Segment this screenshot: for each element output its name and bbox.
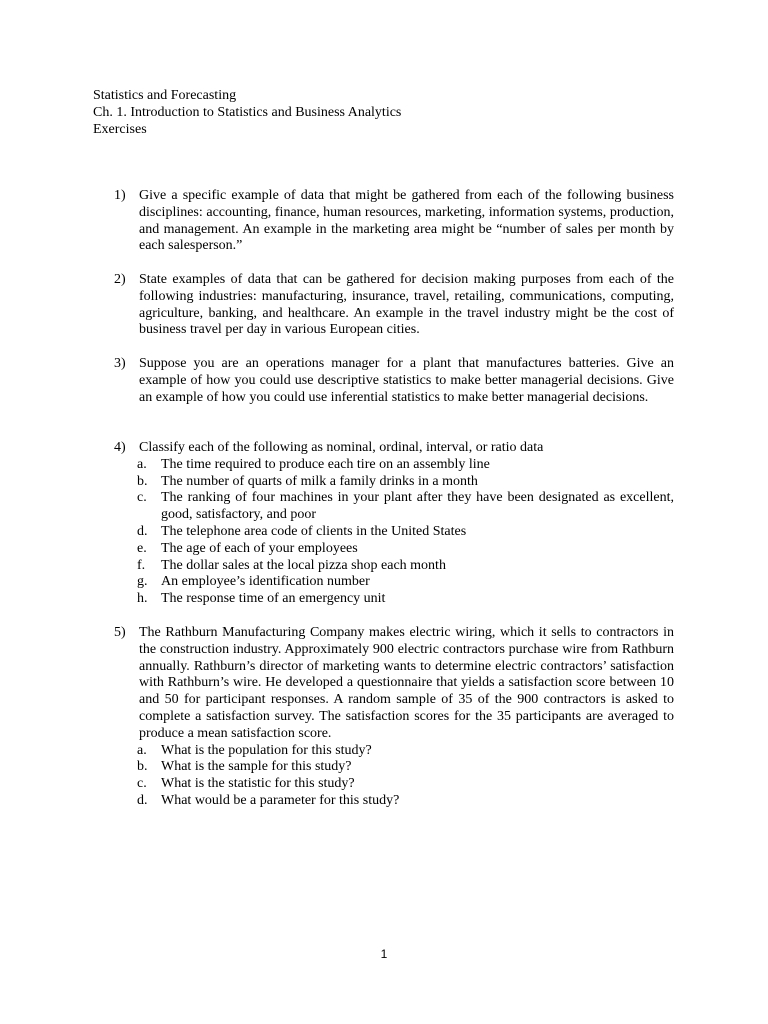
list-item-letter: d.	[137, 523, 148, 539]
question-3	[114, 356, 674, 406]
question-number: 5)	[114, 625, 126, 640]
list-item-text: The ranking of four machines in your plant after they have been designated as excellent, good, satisfactory, and poor	[161, 490, 674, 523]
question-text: Suppose you are an operations manager for a plant that manufactures batteries. Give an example of how you could use descriptive statistics to make better managerial decisions. Give an example of how you could use inferential statistics to make better managerial decisions.	[139, 356, 674, 405]
list-item-letter: d.	[137, 792, 148, 808]
question-text: Give a specific example of data that might be gathered from each of the following business disciplines: accounting, finance, human resources, marketing, information systems, production, and management. An example in the marketing area might be “number of sales per month by each salesperson.”	[139, 188, 674, 254]
list-item	[114, 743, 674, 760]
document-header	[93, 87, 401, 138]
course-title: Statistics and Forecasting	[93, 88, 237, 103]
question-text: State examples of data that can be gathered for decision making purposes from each of the following industries: manufacturing, insurance, travel, retailing, communications, computing, agriculture, banking, and healthcare. An example in the travel industry might be the cost of business travel per day in various European cities.	[139, 272, 674, 338]
list-item-letter: c.	[137, 490, 147, 506]
question-number: 2)	[114, 272, 126, 287]
sub-question-list	[114, 743, 674, 810]
list-item	[114, 474, 674, 491]
question-number: 3)	[114, 356, 126, 371]
list-item-letter: h.	[137, 591, 148, 607]
list-item	[114, 759, 674, 776]
list-item-text: The dollar sales at the local pizza shop each month	[161, 557, 446, 573]
question-text: Classify each of the following as nominal, ordinal, interval, or ratio data	[139, 440, 544, 455]
list-item-text: The age of each of your employees	[161, 540, 358, 556]
list-item	[114, 558, 674, 575]
list-item	[114, 541, 674, 558]
list-item-letter: b.	[137, 759, 148, 775]
list-item-letter: a.	[137, 742, 147, 758]
question-5	[114, 625, 674, 810]
list-item-letter: b.	[137, 473, 148, 489]
list-item-text: The time required to produce each tire on an assembly line	[161, 456, 490, 472]
list-item-text: What would be a parameter for this study?	[161, 792, 400, 808]
list-item-text: What is the statistic for this study?	[161, 776, 355, 792]
question-number: 4)	[114, 440, 126, 455]
list-item-text: The response time of an emergency unit	[161, 591, 386, 607]
question-4	[114, 440, 674, 608]
list-item	[114, 524, 674, 541]
list-item	[114, 574, 674, 591]
page-number: 1	[380, 947, 388, 961]
list-item-text: An employee’s identification number	[161, 574, 370, 590]
list-item	[114, 591, 674, 608]
chapter-title: Ch. 1. Introduction to Statistics and Business Analytics	[93, 105, 402, 120]
list-item	[114, 490, 674, 524]
list-item-letter: g.	[137, 574, 148, 590]
list-item	[114, 776, 674, 793]
list-item-text: The number of quarts of milk a family drinks in a month	[161, 473, 478, 489]
question-2	[114, 272, 674, 339]
list-item-letter: e.	[137, 540, 147, 556]
list-item-letter: a.	[137, 456, 147, 472]
list-item	[114, 793, 674, 810]
question-text: The Rathburn Manufacturing Company makes electric wiring, which it sells to contractors in the construction industry. Approximately 900 electric contractors purchase wire from Rathburn annually. Rathburn’s director of marketing wants to determine electric contractors’ satisfaction with Rathburn’s wire. He developed a questionnaire that yields a satisfaction score between 10 and 50 for participant responses. A random sample of 35 of the 900 contractors is asked to complete a satisfaction survey. The satisfaction scores for the 35 participants are averaged to produce a mean satisfaction score.	[139, 625, 674, 741]
question-1	[114, 188, 674, 255]
question-number: 1)	[114, 188, 126, 203]
section-title: Exercises	[93, 122, 147, 137]
list-item-letter: c.	[137, 776, 147, 792]
list-item-text: The telephone area code of clients in the United States	[161, 523, 467, 539]
list-item-text: What is the sample for this study?	[161, 759, 352, 775]
sub-question-list	[114, 457, 674, 608]
list-item-letter: f.	[137, 557, 146, 573]
list-item	[114, 457, 674, 474]
list-item-text: What is the population for this study?	[161, 742, 372, 758]
